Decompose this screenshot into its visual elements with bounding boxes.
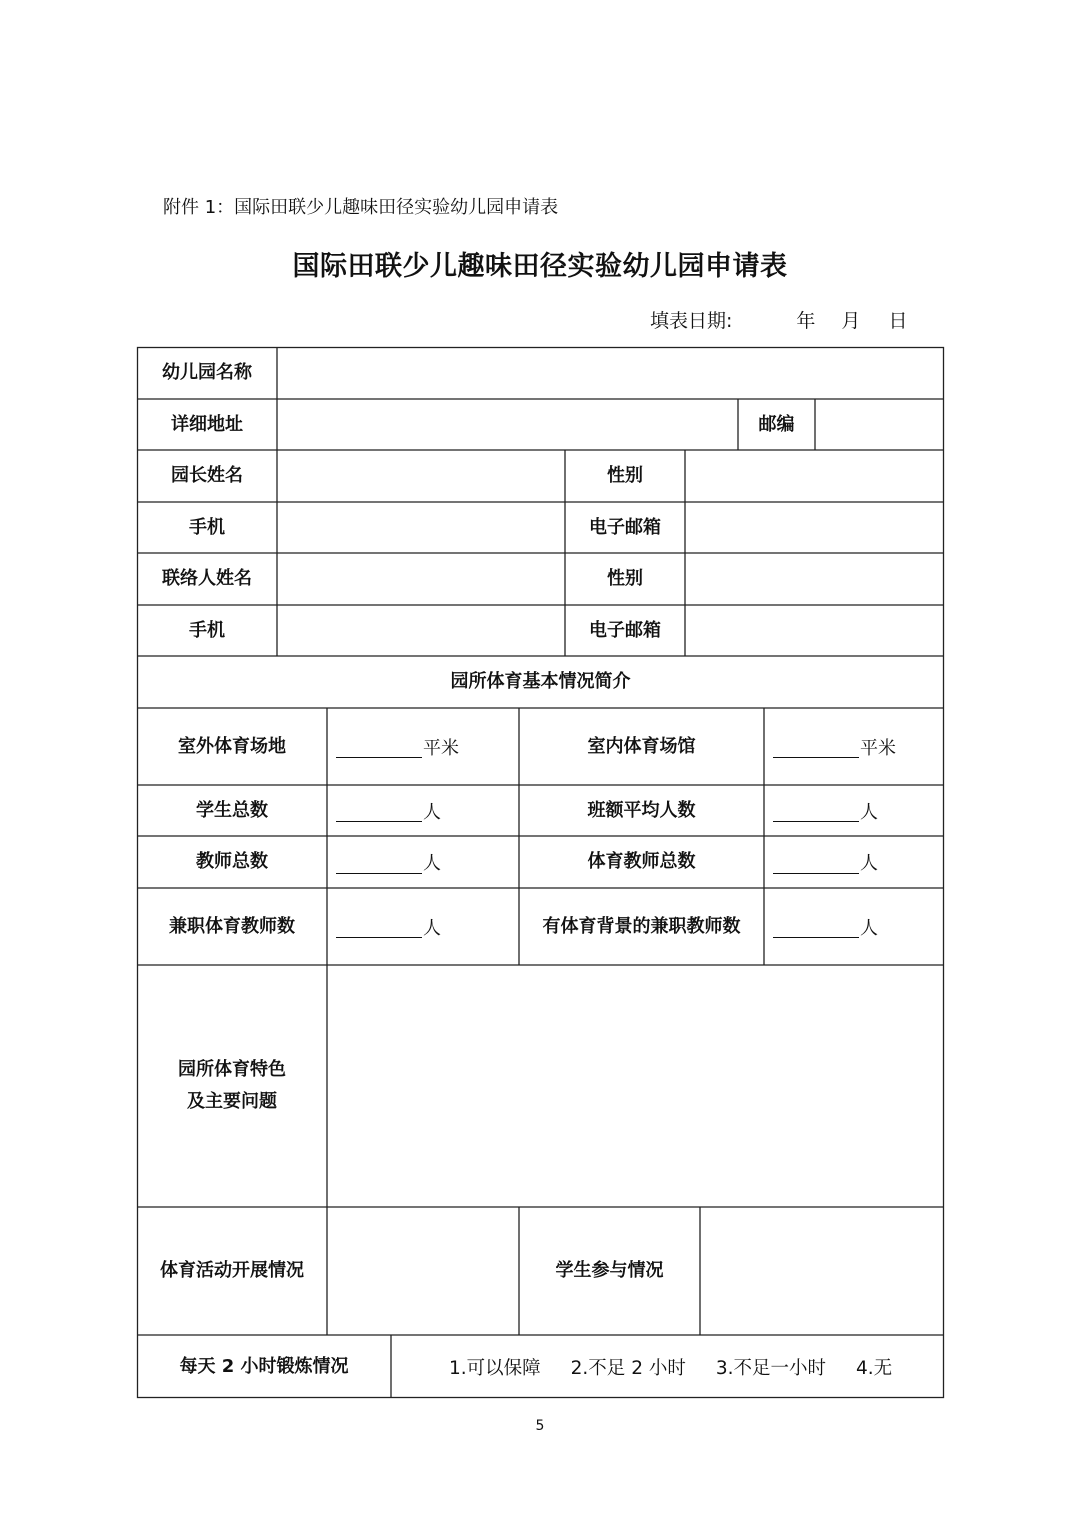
indoor-hall-blank[interactable]: [773, 735, 859, 758]
postcode-label: 邮编: [758, 413, 795, 435]
unit-person: 人: [423, 917, 441, 939]
total-students-blank[interactable]: [336, 799, 422, 822]
director-phone-label: 手机: [189, 516, 225, 538]
avg-class-size-label: 班额平均人数: [587, 799, 696, 821]
address-label: 详细地址: [171, 413, 243, 435]
kindergarten-name-field[interactable]: [277, 347, 944, 399]
indoor-hall-value[interactable]: [764, 708, 944, 785]
total-teachers-value[interactable]: [327, 836, 519, 888]
features-label: [137, 965, 327, 1207]
unit-person: 人: [423, 853, 441, 874]
parttime-pe-teachers-blank[interactable]: [336, 915, 422, 938]
features-field[interactable]: [327, 965, 944, 1207]
contact-gender-field[interactable]: [685, 553, 944, 605]
contact-email-label: 电子邮箱: [589, 619, 661, 641]
total-students-label: 学生总数: [196, 799, 268, 821]
director-name-field[interactable]: [277, 450, 565, 502]
features-label-line1: 园所体育特色: [178, 1059, 286, 1080]
contact-name-label: 联络人姓名: [162, 568, 252, 589]
avg-class-size-value[interactable]: [764, 785, 944, 836]
features-label-line2: 及主要问题: [187, 1091, 277, 1112]
date-label: 填表日期:: [650, 310, 733, 332]
director-gender-field[interactable]: [685, 450, 944, 502]
parttime-pe-background-blank[interactable]: [773, 915, 859, 938]
indoor-hall-label: 室内体育场馆: [587, 735, 696, 757]
option-none[interactable]: 4.无: [856, 1357, 893, 1379]
daily-exercise-options: [391, 1335, 944, 1398]
daily-exercise-label: 每天 2 小时锻炼情况: [179, 1355, 349, 1377]
total-teachers-blank[interactable]: [336, 851, 422, 874]
contact-email-field[interactable]: [685, 605, 944, 656]
contact-phone-field[interactable]: [277, 605, 565, 656]
form-title: 国际田联少儿趣味田径实验幼儿园申请表: [292, 251, 788, 282]
total-pe-teachers-value[interactable]: [764, 836, 944, 888]
director-gender-label: 性别: [607, 465, 643, 486]
unit-person: 人: [860, 853, 878, 874]
total-pe-teachers-label: 体育教师总数: [587, 851, 696, 872]
director-name-label: 园长姓名: [171, 465, 243, 486]
director-phone-field[interactable]: [277, 502, 565, 553]
unit-person: 人: [423, 801, 441, 823]
option-guaranteed[interactable]: 1.可以保障: [449, 1357, 541, 1379]
date-month: 月: [841, 310, 861, 332]
parttime-pe-background-label: 有体育背景的兼职教师数: [542, 915, 741, 937]
date-year: 年: [796, 310, 816, 332]
avg-class-size-blank[interactable]: [773, 799, 859, 822]
student-participation-field[interactable]: [700, 1207, 944, 1335]
pe-activities-label: 体育活动开展情况: [160, 1260, 304, 1281]
unit-sqm: 平米: [423, 737, 459, 759]
postcode-field[interactable]: [815, 399, 944, 450]
option-under-1h[interactable]: 3.不足一小时: [715, 1357, 826, 1379]
unit-person: 人: [860, 801, 878, 823]
contact-gender-label: 性别: [607, 568, 643, 589]
pe-activities-field[interactable]: [327, 1207, 519, 1335]
unit-person: 人: [860, 917, 878, 939]
parttime-pe-background-value[interactable]: [764, 888, 944, 965]
outdoor-field-blank[interactable]: [336, 735, 422, 758]
kindergarten-name-label: 幼儿园名称: [162, 362, 252, 383]
parttime-pe-teachers-label: 兼职体育教师数: [169, 915, 295, 937]
outdoor-field-label: 室外体育场地: [178, 735, 286, 757]
outdoor-field-value[interactable]: [327, 708, 519, 785]
option-under-2h[interactable]: 2.不足 2 小时: [570, 1357, 686, 1379]
address-field[interactable]: [277, 399, 738, 450]
contact-phone-label: 手机: [189, 619, 225, 641]
parttime-pe-teachers-value[interactable]: [327, 888, 519, 965]
student-participation-label: 学生参与情况: [555, 1260, 664, 1281]
page-number: 5: [535, 1418, 545, 1434]
director-email-field[interactable]: [685, 502, 944, 553]
unit-sqm: 平米: [860, 737, 896, 759]
contact-name-field[interactable]: [277, 553, 565, 605]
date-day: 日: [888, 310, 908, 332]
attachment-caption: 附件 1：国际田联少儿趣味田径实验幼儿园申请表: [163, 197, 559, 218]
total-pe-teachers-blank[interactable]: [773, 851, 859, 874]
section-title: 园所体育基本情况简介: [450, 671, 631, 692]
director-email-label: 电子邮箱: [589, 516, 661, 538]
total-students-value[interactable]: [327, 785, 519, 836]
total-teachers-label: 教师总数: [196, 851, 268, 872]
